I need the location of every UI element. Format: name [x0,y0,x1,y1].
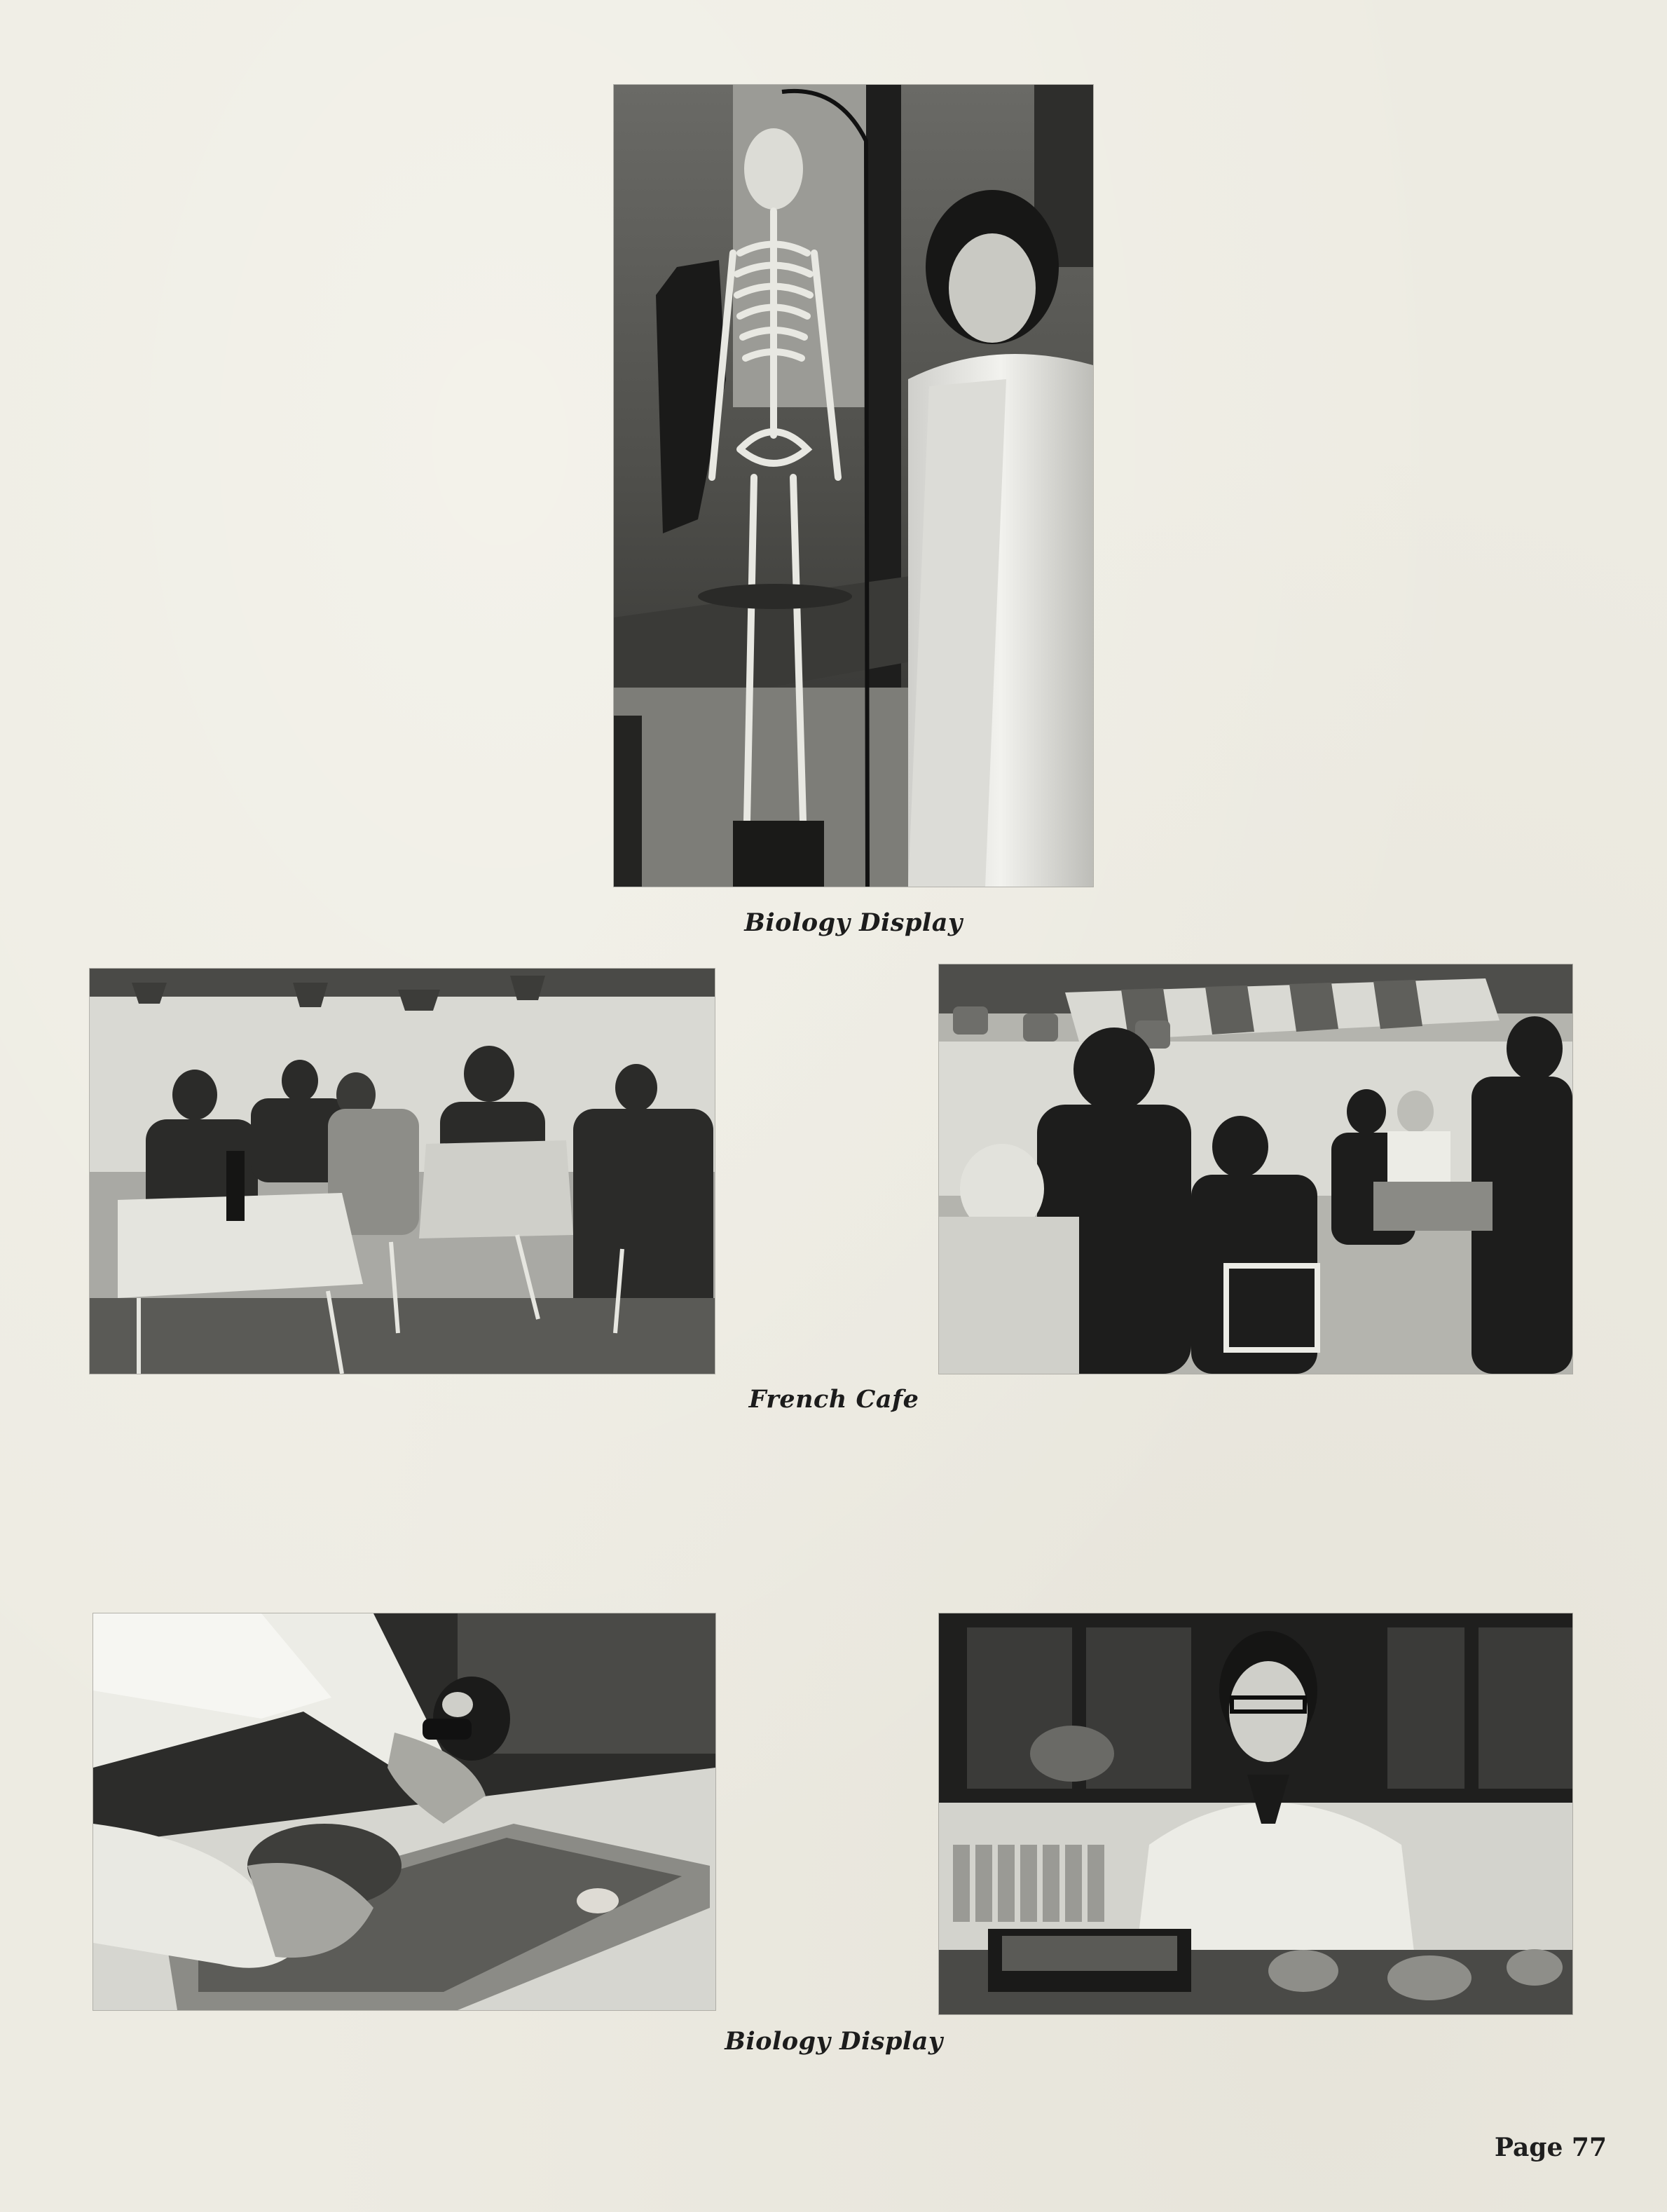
photo-student-lab-coat [939,1613,1572,2014]
page-number: Page 77 [1494,2133,1607,2162]
caption-french-cafe: French Cafe [748,1385,919,1414]
photo-french-cafe-right [939,964,1572,1374]
caption-biology-display-top: Biology Display [744,908,963,937]
cafe-left-photo-image [90,969,715,1374]
photo-french-cafe-left [90,969,715,1374]
caption-biology-display-bottom: Biology Display [725,2027,943,2056]
cafe-right-photo-image [939,964,1572,1374]
photo-skeleton-biology-display [614,85,1093,887]
photo-dissection-tray [93,1613,715,2010]
dissection-photo-image [93,1613,715,2010]
student-photo-image [939,1613,1572,2014]
skeleton-photo-image [614,85,1093,887]
